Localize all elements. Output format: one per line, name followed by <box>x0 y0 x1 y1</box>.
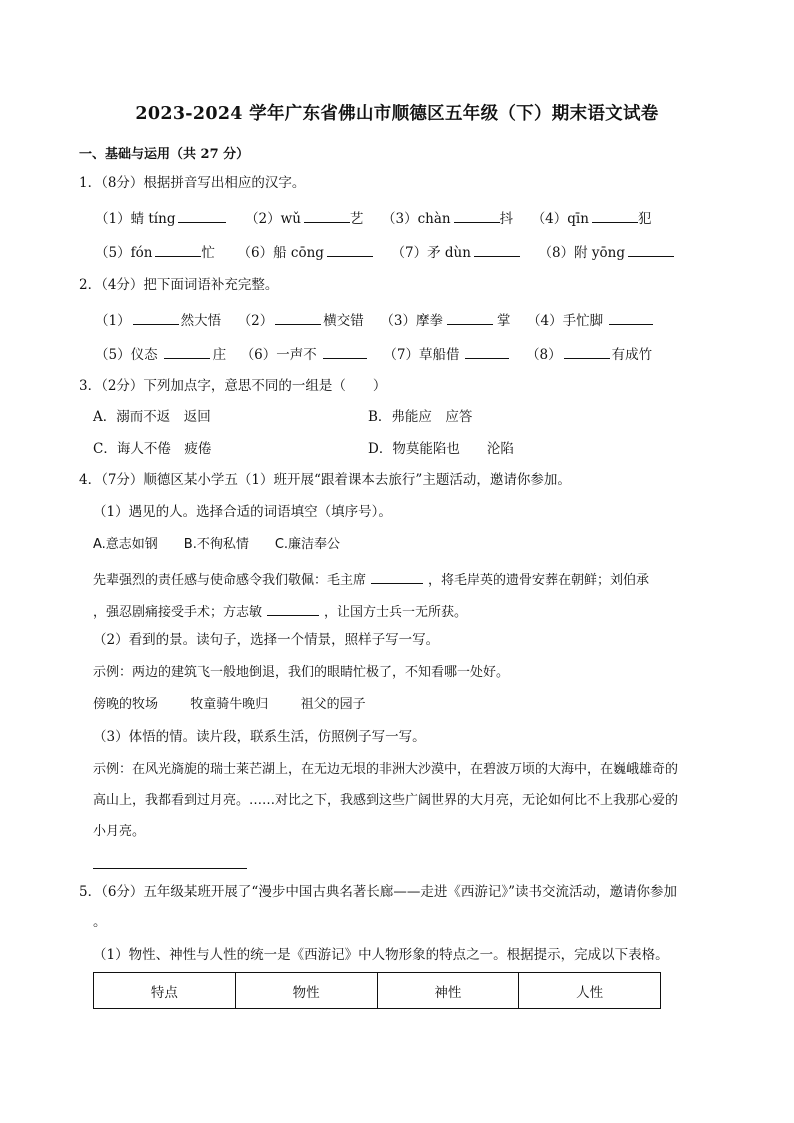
question-3-stem: 3．（2分）下列加点字，意思不同的一组是（ ） <box>79 378 387 394</box>
q1-item-3: （3）chàn 抖 <box>382 211 514 227</box>
q1-row-2 <box>95 244 674 261</box>
q4-example-2-line-2: 高山上，我都看到过月亮。……对比之下，我感到这些广阔世界的大月亮，无论如何比不上我那心爱的 <box>93 793 679 808</box>
q5-part-1: （1）物性、神性与人性的统一是《西游记》中人物形象的特点之一。根据提示，完成以下表格。 <box>93 947 669 963</box>
answer-blank[interactable] <box>267 603 319 616</box>
answer-blank[interactable] <box>474 244 520 257</box>
q2-item-6: （6）一声不 <box>241 347 367 363</box>
answer-blank[interactable] <box>327 244 373 257</box>
question-1-stem: 1．（8分）根据拼音写出相应的汉字。 <box>79 175 306 191</box>
section-heading: 一、基础与运用（共 27 分） <box>79 147 250 162</box>
answer-blank[interactable] <box>164 346 210 359</box>
answer-blank[interactable] <box>323 346 367 359</box>
question-5-stem-tail: 。 <box>93 914 107 930</box>
q1-item-8: （8）附 yōng <box>539 245 674 261</box>
q1-item-4: （4）qīn 犯 <box>531 211 652 227</box>
table-header-row <box>94 973 661 1009</box>
q4-scene-list <box>93 698 366 711</box>
q4-part-3: （3）体悟的情。读片段，联系生活，仿照例子写一写。 <box>93 729 426 745</box>
q2-item-4: （4）手忙脚 <box>527 313 653 329</box>
q4-word-choices: A.意志如钢 B.不徇私情 C.廉洁奉公 <box>93 537 341 552</box>
q1-item-7: （7）矛 dùn <box>392 245 520 261</box>
q1-row-1 <box>95 210 651 227</box>
question-2-stem: 2．（4分）把下面词语补充完整。 <box>79 277 279 293</box>
character-traits-table <box>93 972 661 1009</box>
question-5-stem: 5．（6分）五年级某班开展了“漫步中国古典名著长廊——走进《西游记》”读书交流活动，邀请你参加 <box>79 884 677 900</box>
answer-blank[interactable] <box>304 210 350 223</box>
scene-2: 牧童骑牛晚归 <box>190 697 269 712</box>
q4-part-2: （2）看到的景。读句子，选择一个情景，照样子写一写。 <box>93 632 440 648</box>
q1-item-5: （5）fón 忙 <box>95 245 215 261</box>
question-4-stem: 4．（7分）顺德区某小学五（1）班开展“跟着课本去旅行”主题活动，邀请你参加。 <box>79 472 571 488</box>
answer-blank[interactable] <box>592 210 638 223</box>
q2-item-1: （1） 然大悟 <box>95 313 222 329</box>
answer-blank[interactable] <box>564 346 610 359</box>
q2-row-1 <box>95 312 653 329</box>
answer-blank[interactable] <box>371 571 423 584</box>
q2-item-8: （8） 有成竹 <box>526 347 653 363</box>
q1-item-1: （1）蜻 tíng <box>95 211 226 227</box>
answer-blank[interactable] <box>465 346 509 359</box>
table-header-cell: 特点 <box>94 973 236 1009</box>
option-d[interactable]: D．物莫能陷也 沦陷 <box>368 441 514 457</box>
q2-item-5: （5）仪态 庄 <box>95 347 227 363</box>
exam-title: 2023-2024 学年广东省佛山市顺德区五年级（下）期末语文试卷 <box>135 104 659 124</box>
table-header-cell: 神性 <box>377 973 519 1009</box>
q4-fill-line-2: ，强忍剧痛接受手术；方志敏 ，让国方士兵一无所获。 <box>93 605 468 620</box>
option-c[interactable]: C．诲人不倦 疲倦 <box>93 441 212 457</box>
q4-example-1: 示例：两边的建筑飞一般地倒退，我们的眼睛忙极了，不知看哪一处好。 <box>93 665 510 680</box>
q2-item-2: （2） 横交错 <box>237 313 364 329</box>
answer-blank[interactable] <box>628 244 674 257</box>
answer-blank[interactable] <box>454 210 500 223</box>
option-b[interactable]: B．弗能应 应答 <box>368 409 473 425</box>
q4-fill-line-1: 先辈强烈的责任感与使命感令我们敬佩：毛主席 ，将毛岸英的遗骨安葬在朝鲜；刘伯承 <box>93 573 650 588</box>
table-header-cell: 人性 <box>519 973 661 1009</box>
q4-example-2-line-3: 小月亮。 <box>93 824 146 839</box>
q4-example-2-line-1: 示例：在风光旖旎的瑞士莱芒湖上，在无边无垠的非洲大沙漠中，在碧波万顷的大海中，在巍峨雄奇的 <box>93 762 679 777</box>
q2-item-7: （7）草船借 <box>383 347 509 363</box>
scene-3: 祖父的园子 <box>300 697 366 712</box>
scene-1: 傍晚的牧场 <box>93 697 159 712</box>
answer-blank[interactable] <box>178 210 226 223</box>
q2-item-3: （3）摩拳 掌 <box>380 313 511 329</box>
option-a[interactable]: A．溺而不返 返回 <box>93 409 211 425</box>
q1-item-2: （2）wǔ 艺 <box>245 211 364 227</box>
answer-blank[interactable] <box>447 312 493 325</box>
answer-blank[interactable] <box>275 312 321 325</box>
q4-part-1: （1）遇见的人。选择合适的词语填空（填序号）。 <box>93 504 392 520</box>
answer-blank[interactable] <box>133 312 179 325</box>
answer-blank[interactable] <box>155 244 201 257</box>
q1-item-6: （6）船 cōng <box>238 245 373 261</box>
answer-blank[interactable] <box>609 312 653 325</box>
q2-row-2 <box>95 346 652 363</box>
footnote-divider <box>93 868 247 869</box>
table-header-cell: 物性 <box>235 973 377 1009</box>
